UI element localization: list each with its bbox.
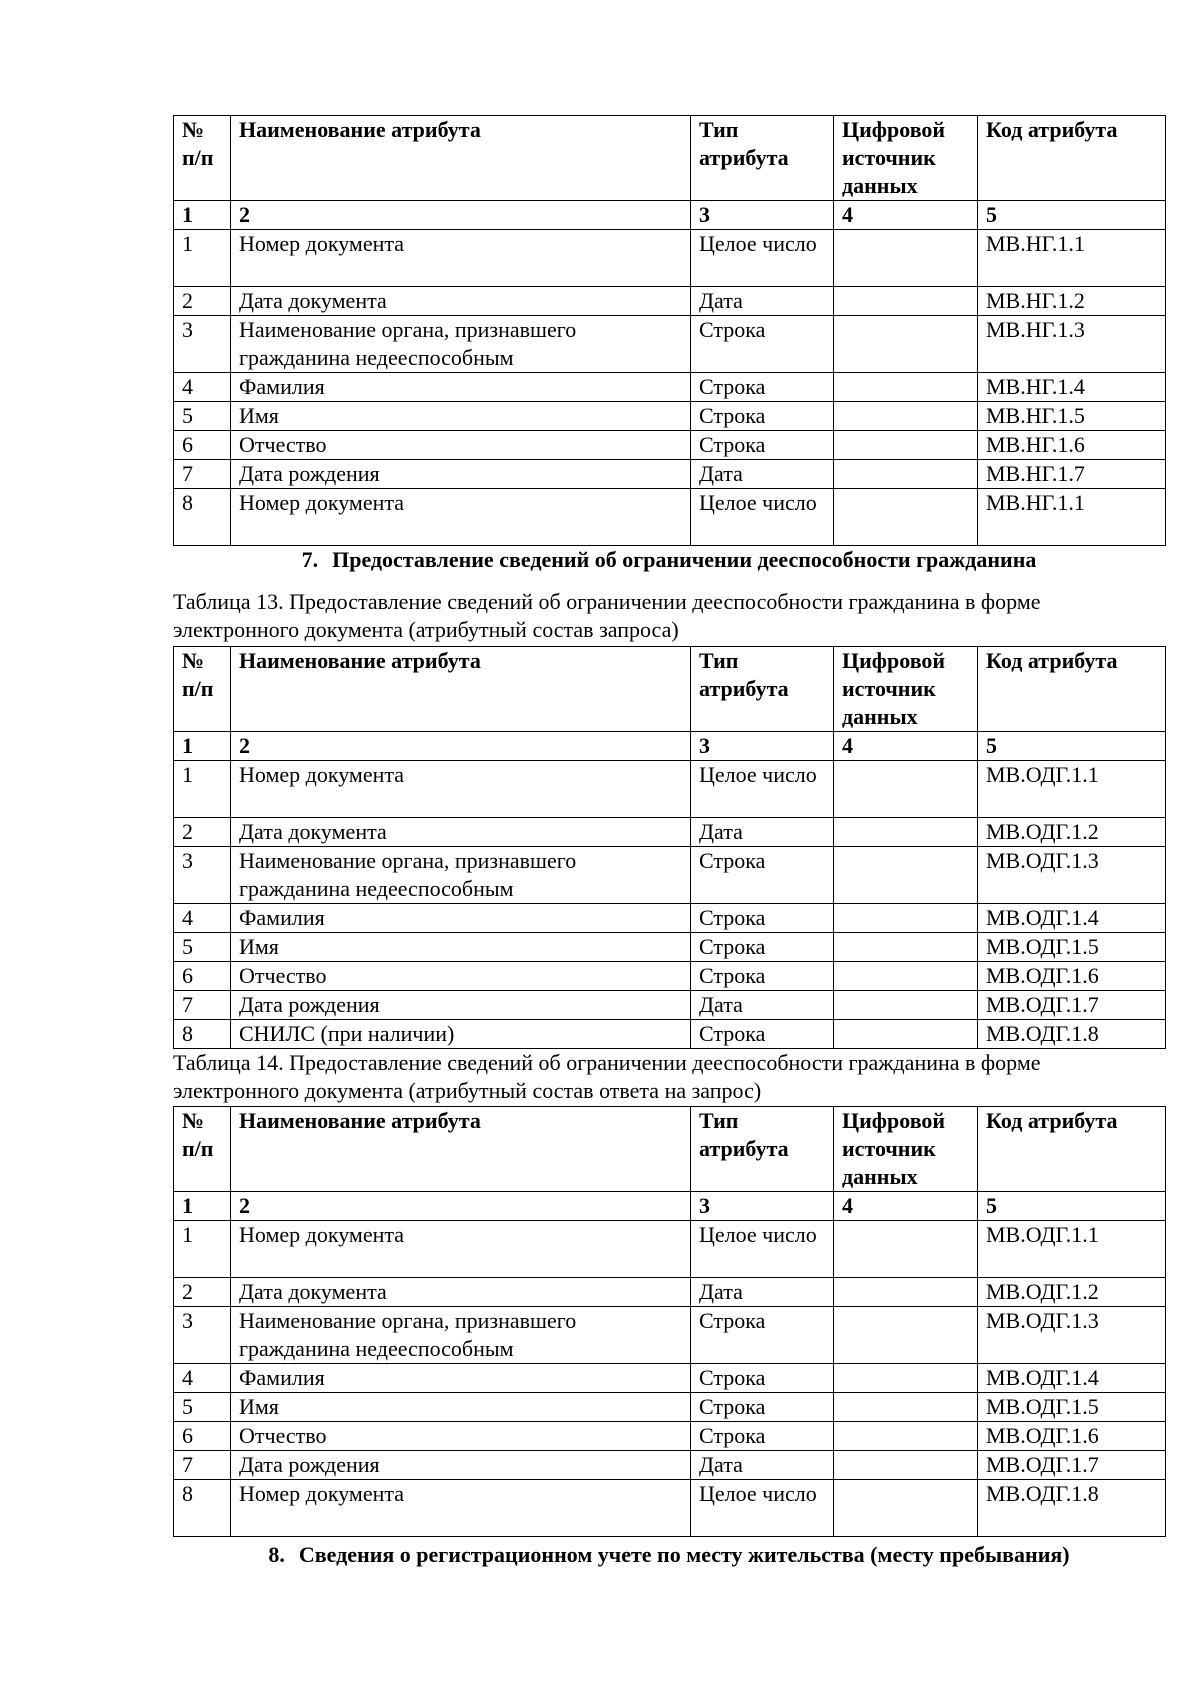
header-type: Тип атрибута: [691, 1107, 834, 1192]
table-row: 5 Имя Строка МВ.ОДГ.1.5: [174, 1393, 1166, 1422]
table-header-row: [174, 1107, 1166, 1192]
table-row: 2 Дата документа Дата МВ.НГ.1.2: [174, 287, 1166, 316]
column-number-row: 1 2 3 4 5: [174, 732, 1166, 761]
table-row: 4 Фамилия Строка МВ.ОДГ.1.4: [174, 904, 1166, 933]
header-source: Цифровой источник данных: [834, 116, 978, 201]
header-name: Наименование атрибута: [231, 116, 691, 201]
table-row: 1 Номер документа Целое число МВ.ОДГ.1.1: [174, 1221, 1166, 1278]
header-type: Тип атрибута: [691, 647, 834, 732]
table-row: 6 Отчество Строка МВ.ОДГ.1.6: [174, 1422, 1166, 1451]
table-row: 7 Дата рождения Дата МВ.НГ.1.7: [174, 460, 1166, 489]
header-name: Наименование атрибута: [231, 1107, 691, 1192]
header-type: Тип атрибута: [691, 116, 834, 201]
header-code: Код атрибута: [978, 647, 1166, 732]
table-row: 1 Номер документа Целое число МВ.ОДГ.1.1: [174, 761, 1166, 818]
section-number: 7.: [301, 547, 319, 572]
table-row: 5 Имя Строка МВ.НГ.1.5: [174, 402, 1166, 431]
header-source: Цифровой источник данных: [834, 647, 978, 732]
column-number-row: 1 2 3 4 5: [174, 1192, 1166, 1221]
table-header-row: [174, 116, 1166, 201]
table-13-caption: Таблица 13. Предоставление сведений об ограничении дееспособности гражданина в форме электронного документа (атрибутный состав запроса): [173, 589, 1041, 642]
table-row: 5 Имя Строка МВ.ОДГ.1.5: [174, 933, 1166, 962]
table-row: 7 Дата рождения Дата МВ.ОДГ.1.7: [174, 991, 1166, 1020]
header-source: Цифровой источник данных: [834, 1107, 978, 1192]
table-row: 8 Номер документа Целое число МВ.НГ.1.1: [174, 489, 1166, 546]
section-heading-8: [173, 1541, 1165, 1569]
table-row: 2 Дата документа Дата МВ.ОДГ.1.2: [174, 1278, 1166, 1307]
header-name: Наименование атрибута: [231, 647, 691, 732]
section-heading-7: [173, 546, 1165, 574]
column-number-row: 1 2 3 4 5: [174, 201, 1166, 230]
header-num: № п/п: [174, 116, 231, 201]
section-title: Сведения о регистрационном учете по месту жительства (месту пребывания): [298, 1542, 1070, 1567]
table-row: 8 СНИЛС (при наличии) Строка МВ.ОДГ.1.8: [174, 1020, 1166, 1049]
header-code: Код атрибута: [978, 1107, 1166, 1192]
table-row: 4 Фамилия Строка МВ.ОДГ.1.4: [174, 1364, 1166, 1393]
attribute-table-top: [173, 115, 1165, 546]
header-num: № п/п: [174, 647, 231, 732]
table-row: 7 Дата рождения Дата МВ.ОДГ.1.7: [174, 1451, 1166, 1480]
table-header-row: [174, 647, 1166, 732]
table-row: 3 Наименование органа, признавшего гражданина недееспособным Строка МВ.ОДГ.1.3: [174, 1307, 1166, 1364]
table-row: 1 Номер документа Целое число МВ.НГ.1.1: [174, 230, 1166, 287]
table-row: 2 Дата документа Дата МВ.ОДГ.1.2: [174, 818, 1166, 847]
table-row: 6 Отчество Строка МВ.НГ.1.6: [174, 431, 1166, 460]
table-row: 3 Наименование органа, признавшего гражданина недееспособным Строка МВ.НГ.1.3: [174, 316, 1166, 373]
section-number: 8.: [268, 1542, 285, 1567]
attribute-table-14: [173, 1106, 1165, 1537]
table-row: 4 Фамилия Строка МВ.НГ.1.4: [174, 373, 1166, 402]
section-title: Предоставление сведений об ограничении дееспособности гражданина: [332, 547, 1037, 572]
header-code: Код атрибута: [978, 116, 1166, 201]
table-14-caption: Таблица 14. Предоставление сведений об ограничении дееспособности гражданина в форме электронного документа (атрибутный состав ответа на запрос): [173, 1050, 1041, 1103]
table-row: 8 Номер документа Целое число МВ.ОДГ.1.8: [174, 1480, 1166, 1537]
attribute-table-13: [173, 646, 1165, 1049]
header-num: № п/п: [174, 1107, 231, 1192]
table-row: 6 Отчество Строка МВ.ОДГ.1.6: [174, 962, 1166, 991]
table-row: 3 Наименование органа, признавшего гражданина недееспособным Строка МВ.ОДГ.1.3: [174, 847, 1166, 904]
